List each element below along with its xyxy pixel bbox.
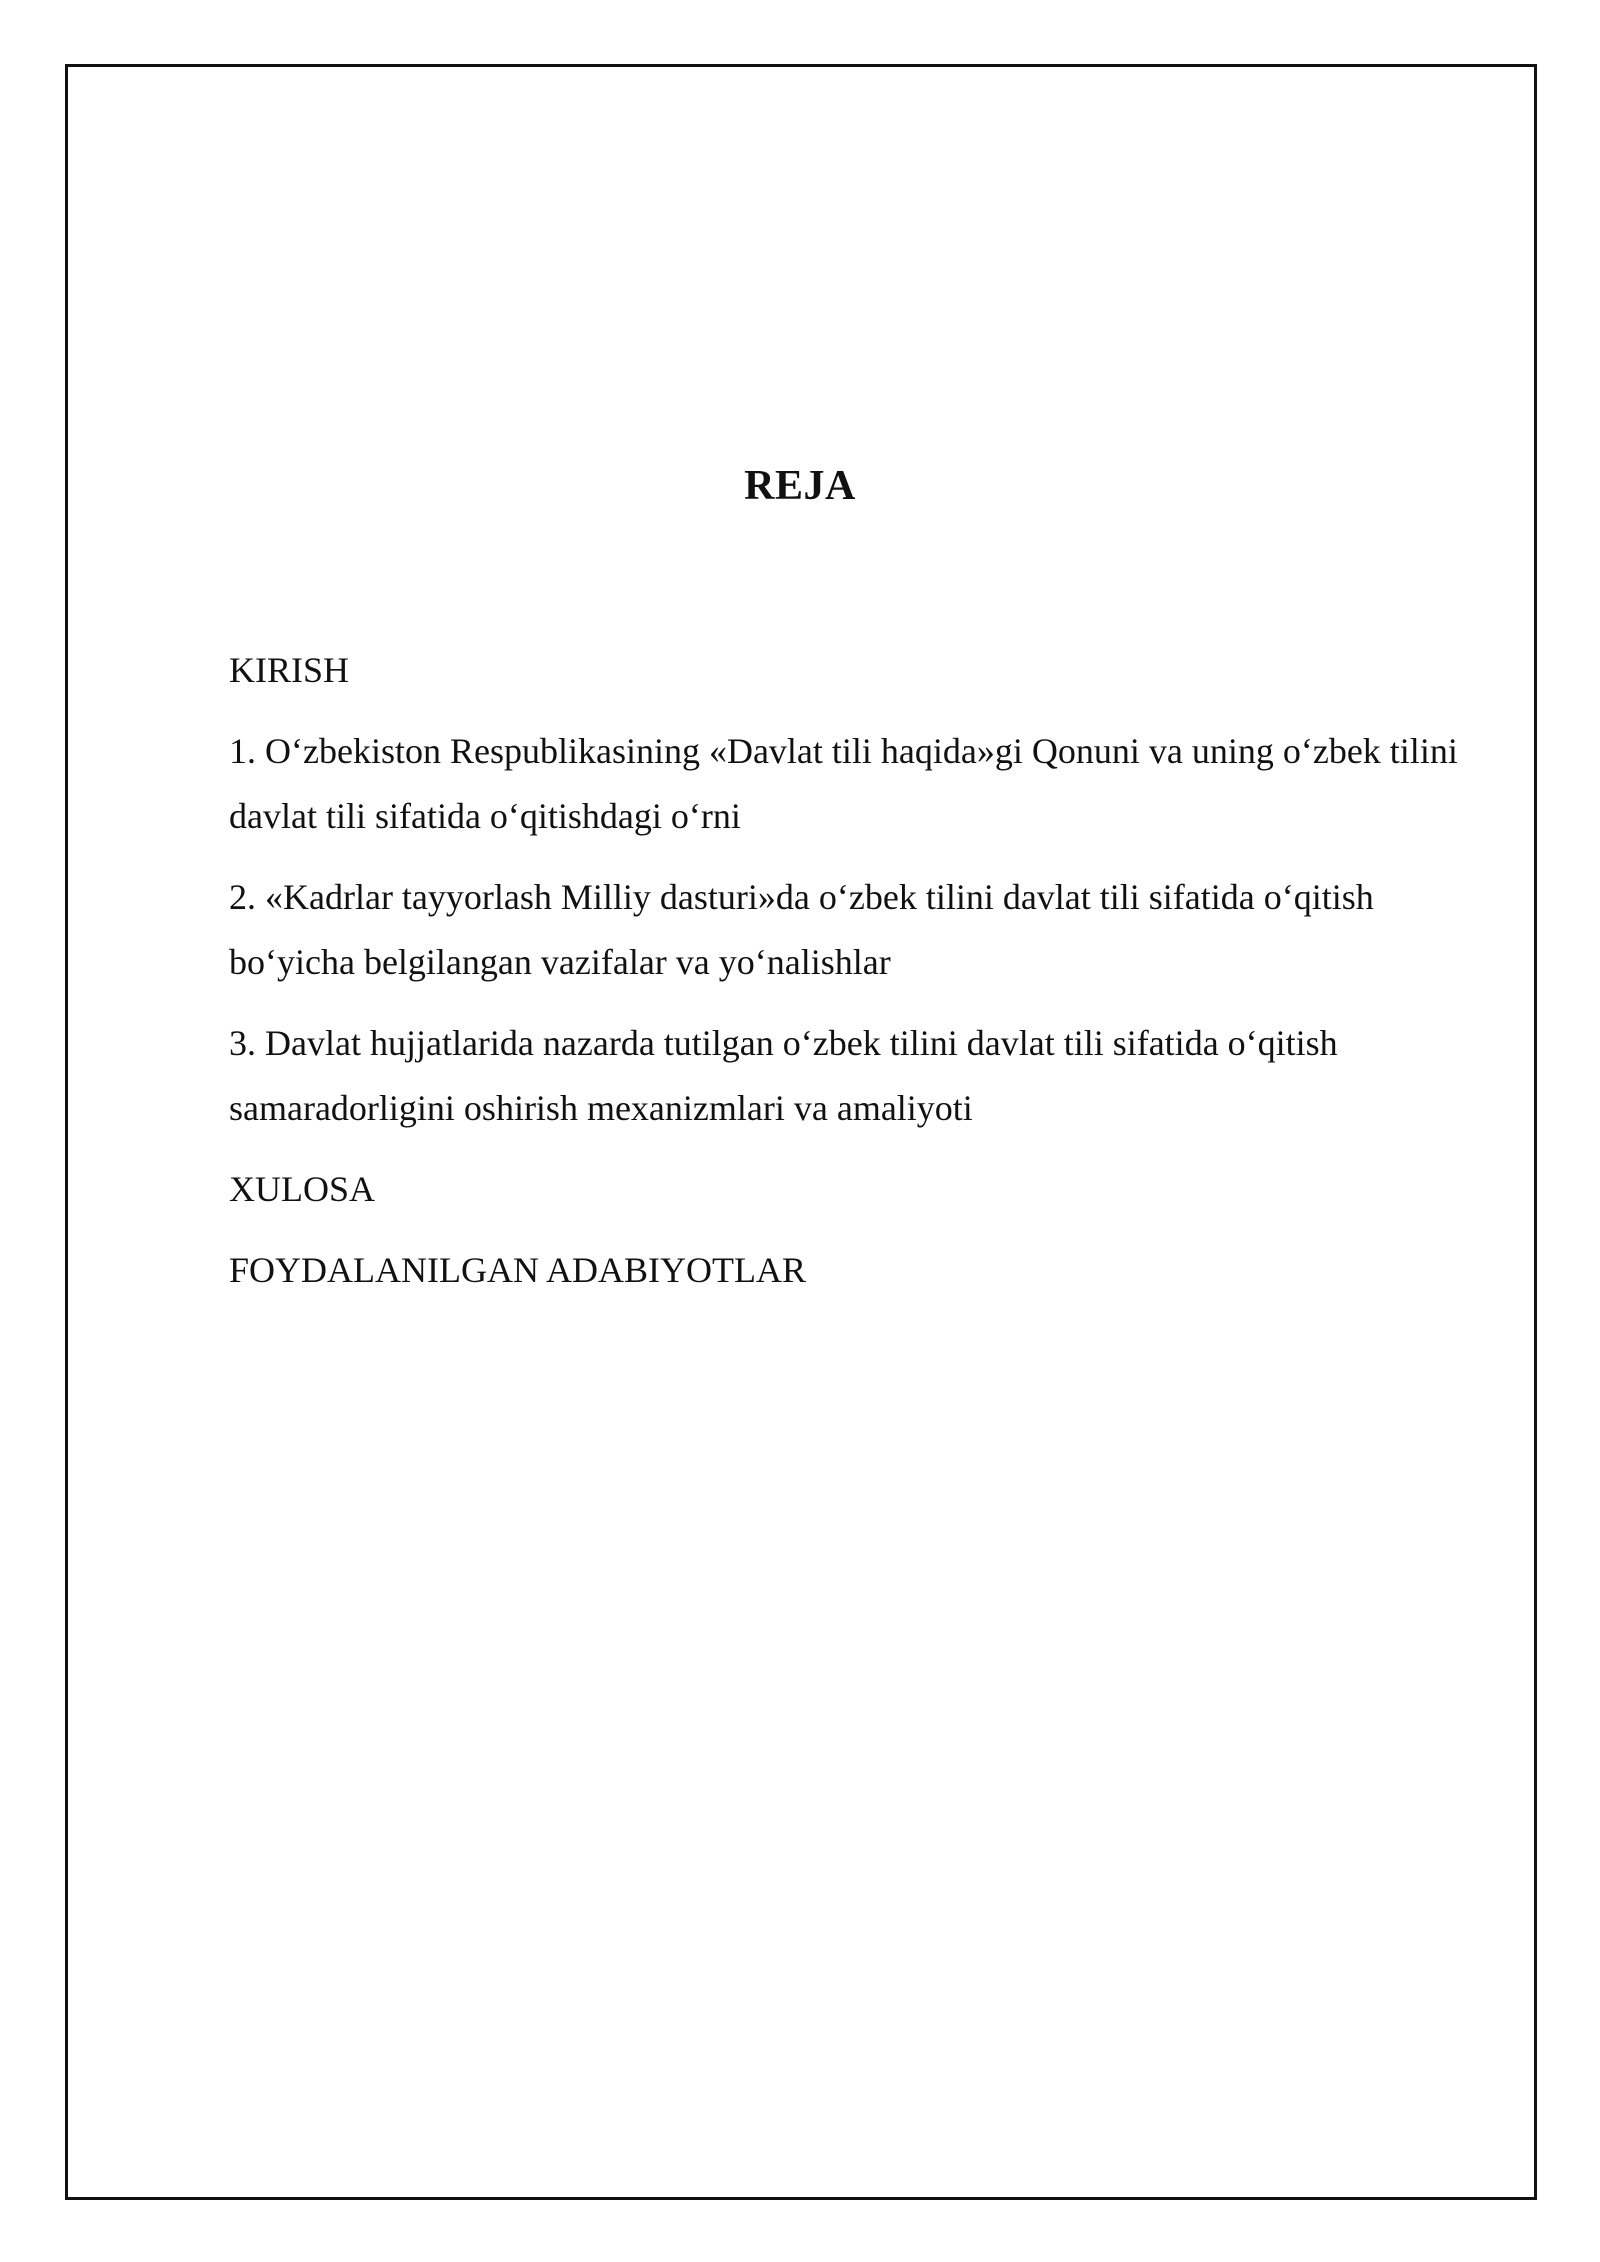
toc-item-section-3: 3. Davlat hujjatlarida nazarda tutilgan o‘zbek tilini davlat tili sifatida o‘qitish samaradorligini oshirish mexanizmlari va amaliyoti xyxy=(229,1023,1338,1128)
toc-item-section-2: 2. «Kadrlar tayyorlash Milliy dasturi»da o‘zbek tilini davlat tili sifatida o‘qitish bo‘yicha belgilangan vazifalar va yo‘nalishlar xyxy=(229,877,1374,982)
page-title: REJA xyxy=(744,463,856,509)
table-of-contents xyxy=(229,638,1459,1319)
toc-item-introduction: KIRISH xyxy=(229,650,350,690)
toc-item-references: FOYDALANILGAN ADABIYOTLAR xyxy=(229,1250,806,1290)
toc-item-conclusion: XULOSA xyxy=(229,1169,376,1209)
toc-item-section-1: 1. O‘zbekiston Respublikasining «Davlat tili haqida»gi Qonuni va uning o‘zbek tilini davlat tili sifatida o‘qitishdagi o‘rni xyxy=(229,731,1458,836)
